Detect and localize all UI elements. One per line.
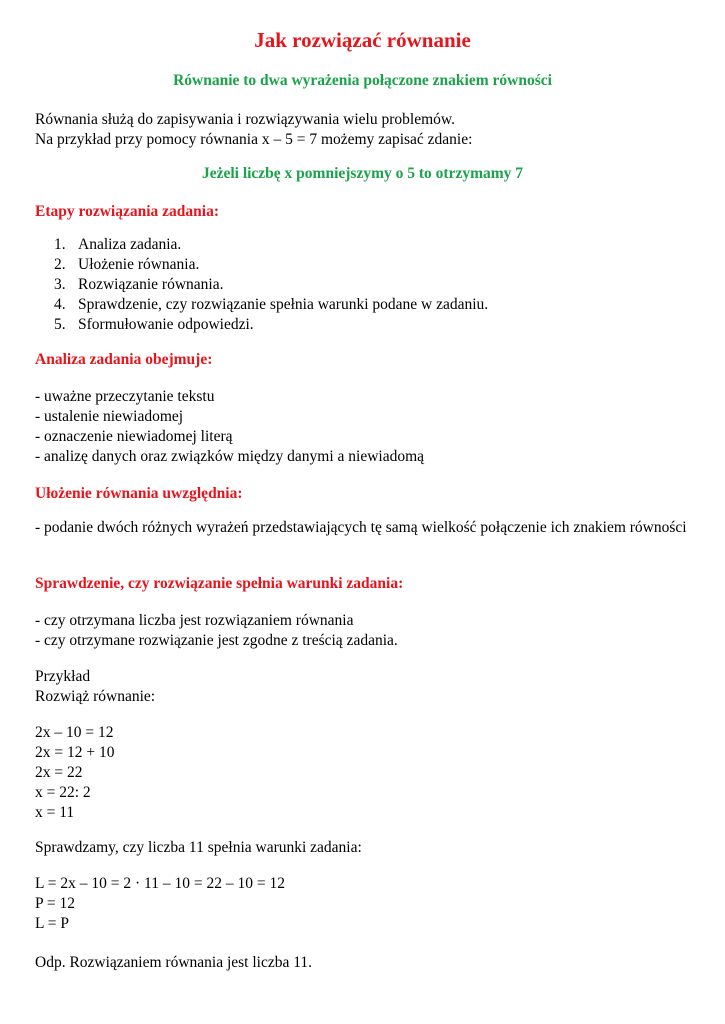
- answer-block: [35, 953, 695, 973]
- analysis-item: - uważne przeczytanie tekstu: [35, 388, 215, 405]
- step-text: Analiza zadania.: [78, 236, 182, 253]
- analysis-heading: Analiza zadania obejmuje:: [35, 351, 213, 368]
- analysis-item: - analizę danych oraz związków między danymi a niewiadomą: [35, 448, 425, 465]
- setup-text: - podanie dwóch różnych wyrażeń przedstawiających tę samą wielkość połączenie ich znakiem równości: [35, 519, 687, 536]
- step-number: 5.: [54, 316, 66, 333]
- analysis-item: - oznaczenie niewiadomej literą: [35, 428, 233, 445]
- step-item: [35, 295, 488, 315]
- check-list: [35, 611, 695, 651]
- example-task: Rozwiąż równanie:: [35, 688, 156, 705]
- intro-paragraph: [35, 110, 695, 150]
- example-label: Przykład: [35, 668, 91, 685]
- step-text: Rozwiązanie równania.: [78, 276, 224, 293]
- check-heading: Sprawdzenie, czy rozwiązanie spełnia warunki zadania:: [35, 575, 404, 592]
- step-item: [35, 255, 488, 275]
- analysis-item: - ustalenie niewiadomej: [35, 408, 184, 425]
- verify-line: L = P: [35, 915, 70, 932]
- step-number: 1.: [54, 236, 66, 253]
- answer-text: Odp. Rozwiązaniem równania jest liczba 11.: [35, 954, 313, 971]
- step-number: 4.: [54, 296, 66, 313]
- step-item: [35, 315, 488, 335]
- step-number: 3.: [54, 276, 66, 293]
- solution-block: [35, 723, 695, 823]
- solution-line: x = 11: [35, 804, 75, 821]
- intro-line: Równania służą do zapisywania i rozwiązywania wielu problemów.: [35, 111, 455, 128]
- solution-line: x = 22: 2: [35, 784, 91, 801]
- verify-line: L = 2x – 10 = 2 · 11 – 10 = 22 – 10 = 12: [35, 875, 285, 892]
- step-number: 2.: [54, 256, 66, 273]
- verify-line: P = 12: [35, 895, 76, 912]
- solution-line: 2x = 22: [35, 764, 83, 781]
- intro-line: Na przykład przy pomocy równania x – 5 = 7 możemy zapisać zdanie:: [35, 131, 473, 148]
- analysis-list: [35, 387, 695, 467]
- step-item: [35, 235, 488, 255]
- steps-heading: Etapy rozwiązania zadania:: [35, 203, 219, 220]
- step-text: Sprawdzenie, czy rozwiązanie spełnia warunki podane w zadaniu.: [78, 296, 489, 313]
- page-title: Jak rozwiązać równanie: [254, 28, 471, 52]
- verify-text: Sprawdzamy, czy liczba 11 spełnia warunki zadania:: [35, 839, 362, 856]
- steps-list: [35, 235, 488, 335]
- example-block: [35, 667, 695, 707]
- check-item: - czy otrzymana liczba jest rozwiązaniem równania: [35, 612, 354, 629]
- setup-paragraph: [35, 518, 695, 538]
- step-item: [35, 275, 488, 295]
- solution-line: 2x = 12 + 10: [35, 744, 115, 761]
- example-sentence: Jeżeli liczbę x pomniejszymy o 5 to otrzymamy 7: [201, 165, 524, 182]
- step-text: Ułożenie równania.: [78, 256, 200, 273]
- check-item: - czy otrzymane rozwiązanie jest zgodne z treścią zadania.: [35, 632, 398, 649]
- step-text: Sformułowanie odpowiedzi.: [78, 316, 254, 333]
- setup-heading: Ułożenie równania uwzględnia:: [35, 485, 243, 502]
- solution-line: 2x – 10 = 12: [35, 724, 114, 741]
- verify-block: [35, 874, 695, 934]
- subtitle: Równanie to dwa wyrażenia połączone znakiem równości: [173, 72, 552, 89]
- verify-intro: [35, 838, 695, 858]
